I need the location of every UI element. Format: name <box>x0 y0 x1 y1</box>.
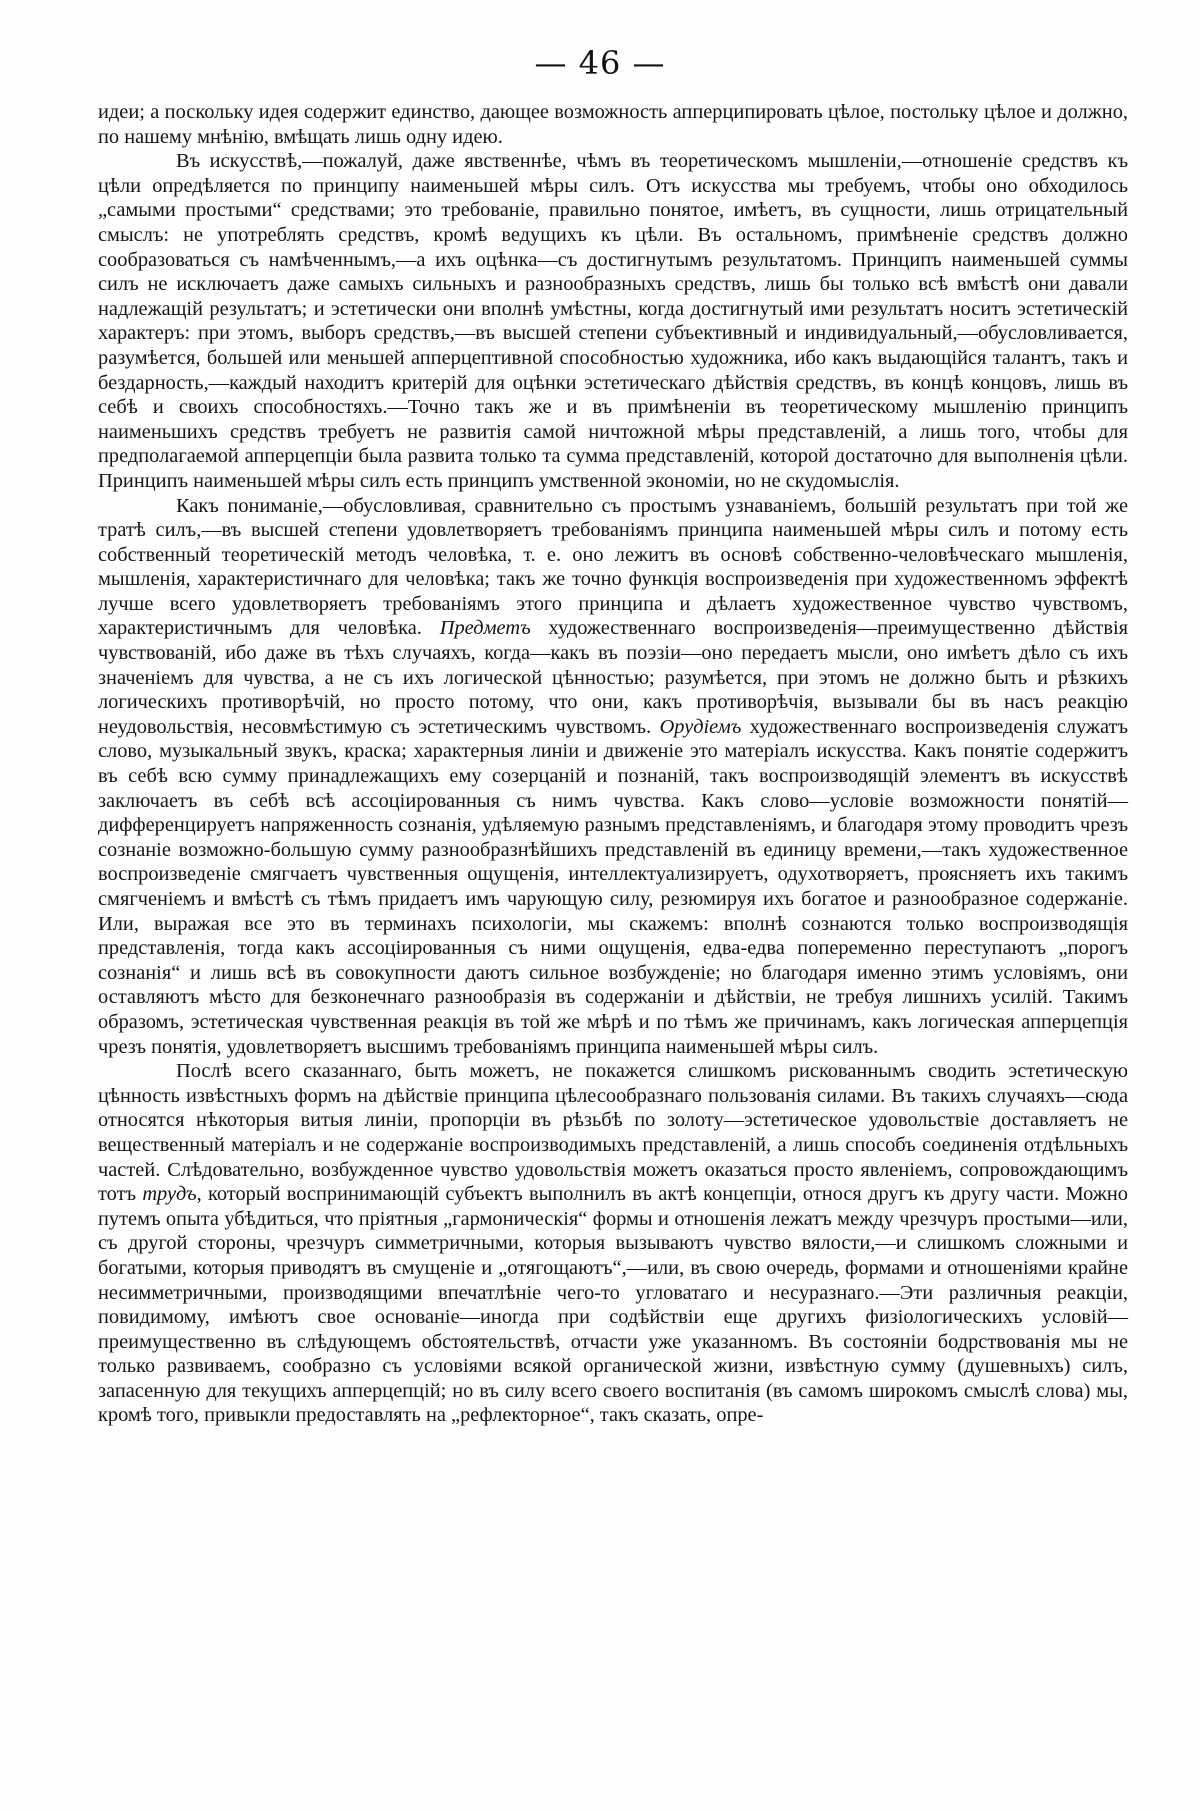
paragraph <box>98 100 1128 149</box>
text-segment: Въ искусствѣ,—пожалуй, даже явственнѣе, чѣмъ въ теоретическомъ мышленіи,—отношеніе средствъ къ цѣли опредѣляется по принципу наименьшей мѣры силъ. Отъ искусства мы требуемъ, чтобы оно обходилось „самыми простыми“ средствами; это требованіе, правильно понятое, имѣетъ, въ сущности, лишь отрицательный смыслъ: не употреблять средствъ, кромѣ ведущихъ къ цѣли. Въ остальномъ, примѣненіе средствъ должно сообразоваться съ намѣченнымъ,—а ихъ оцѣнка—съ достигнутымъ результатомъ. Принципъ наименьшей суммы силъ не исключаетъ даже самыхъ сильныхъ и разнообразныхъ средствъ, лишь бы только всѣ вмѣстѣ они давали надлежащій результатъ; и эстетически они вполнѣ умѣстны, когда достигнутый ими результатъ носитъ эстетическій характеръ: при этомъ, выборъ средствъ,—въ высшей степени субъективный и индивидуальный,—обусловливается, разумѣется, большей или меньшей апперцептивной способностью художника, ибо какъ выдающійся талантъ, такъ и бездарность,—каждый находитъ критерій для оцѣнки эстетическаго дѣйствія средствъ, въ концѣ концовъ, лишь въ себѣ и своихъ способностяхъ.—Точно такъ же и въ примѣненіи въ теоретическому мышленію принципъ наименьшихъ средствъ требуетъ не развитія самой ничтожной мѣры представленій, а лишь того, чтобы для предполагаемой апперцепціи была развита только та сумма представленій, которой достаточно для выполненія цѣли. Принципъ наименьшей мѣры силъ есть принципъ умственной экономіи, но не скудомыслія. <box>98 150 1128 492</box>
paragraph <box>98 149 1128 493</box>
italic-term: трудъ <box>142 1183 197 1206</box>
text-segment: , который воспринимающій субъектъ выполнилъ въ актѣ концепціи, относя другъ къ другу части. Можно путемъ опыта убѣдиться, что пріятныя „гармоническія“ формы и отношенія лежатъ между чрезчуръ простыми—или, съ другой стороны, чрезчуръ симметричными, которыя вызываютъ чувство вялости,—и слишкомъ сложными и богатыми, которыя приводятъ въ смущеніе и „отягощаютъ“,—или, въ свою очередь, формами и отношеніями крайне несимметричными, производящими впечатлѣніе чего-то угловатаго и несуразнаго.—Эти различныя реакціи, повидимому, имѣютъ свое основаніе—иногда при содѣйствіи еще другихъ физіологическихъ условій—преимущественно въ слѣдующемъ обстоятельствѣ, отчасти уже указанномъ. Въ состояніи бодрствованія мы не только развиваемъ, сообразно съ условіями всякой органической жизни, извѣстную сумму (душевныхъ) силъ, запасенную для текущихъ апперцепцій; но въ силу всего своего воспитанія (въ самомъ широкомъ смыслѣ слова) мы, кромѣ того, привыкли предоставлять на „рефлекторное“, такъ сказать, опре- <box>98 1183 1128 1427</box>
text-segment: идеи; а поскольку идея содержит единство, дающее возможность апперципировать цѣлое, постольку цѣлое и должно, по нашему мнѣнію, вмѣщать лишь одну идею. <box>98 101 1128 148</box>
page-number: — 46 — <box>534 44 666 82</box>
text-segment: Какъ пониманіе,—обусловливая, сравнительно съ простымъ узнаваніемъ, большій результатъ при той же тратѣ силъ,—въ высшей степени удовлетворяетъ требованіямъ принципа наименьшей мѣры силъ и потому есть собственный теоретическій методъ человѣка, т. е. оно лежитъ въ основѣ собственно-человѣческаго мышленія, мышленія, характеристичнаго для человѣка; такъ же точно функція воспроизведенія при художественномъ эффектѣ лучше всего удовлетворяетъ требованіямъ этого принципа и дѣлаетъ художественное чувство чувствомъ, характеристичнымъ для человѣка. <box>98 494 1128 640</box>
text-segment: художественнаго воспроизведенія служатъ слово, музыкальный звукъ, краска; характерныя линіи и движеніе это матеріалъ искусства. Какъ понятіе содержитъ въ себѣ всю сумму принадлежащихъ ему созерцаній и познаній, такъ воспроизводящій элементъ въ искусствѣ заключаетъ въ себѣ всѣ ассоціированныя съ нимъ чувства. Какъ слово—условіе возможности понятій—дифференцируетъ напряженность сознанія, удѣляемую разнымъ представленіямъ, и благодаря этому проводитъ чрезъ сознаніе возможно-большую сумму разнообразнѣйшихъ представленій въ единицу времени,—такъ художественное воспроизведеніе смягчаетъ чувственныя ощущенія, интеллектуализируетъ, одухотворяетъ, проясняетъ ихъ такимъ смягченіемъ и вмѣстѣ съ тѣмъ придаетъ имъ чарующую силу, резюмируя ихъ богатое и разнообразное содержаніе. Или, выражая все это въ терминахъ психологіи, мы скажемъ: вполнѣ сознаются только воспроизводящія представленія, тогда какъ ассоціированныя съ ними ощущенія, едва-едва попеременно переступаютъ „порогъ сознанія“ и лишь всѣ въ совокупности даютъ сильное возбужденіе; но благодаря именно этимъ условіямъ, они оставляютъ мѣсто для безконечнаго разнообразія въ содержаніи и дѣйствіи, не требуя лишнихъ усилій. Такимъ образомъ, эстетическая чувственная реакція въ той же мѣрѣ и по тѣмъ же причинамъ, какъ логическая апперцепція чрезъ понятія, удовлетворяетъ высшимъ требованіямъ принципа наименьшей мѣры силъ. <box>98 715 1128 1058</box>
body-text <box>98 100 1128 1428</box>
text-segment: художественнаго воспроизведенія—преимущественно дѣйствія чувствованій, ибо даже въ тѣхъ случаяхъ, когда—какъ въ поэзіи—оно передаетъ мысли, оно имѣетъ дѣло съ ихъ значеніемъ для чувства, а не съ ихъ логической цѣнностью; разумѣется, при этомъ не должно быть и рѣзкихъ логическихъ противорѣчій, но просто потому, что они, какъ противорѣчія, вызывали бы въ насъ реакцію неудовольствія, несовмѣстимую съ эстетическимъ чувствомъ. <box>98 617 1128 738</box>
paragraph <box>98 1059 1128 1428</box>
paragraph <box>98 494 1128 1060</box>
italic-term: Орудіемъ <box>659 715 742 738</box>
italic-term: Предметъ <box>439 617 531 640</box>
text-segment: Послѣ всего сказаннаго, быть можетъ, не покажется слишкомъ рискованнымъ сводить эстетическую цѣнность извѣстныхъ формъ на дѣйствіе принципа цѣлесообразнаго пользованія силами. Въ такихъ случаяхъ—сюда относятся нѣкоторыя витыя линіи, пропорціи въ рѣзьбѣ по золоту—эстетическое удовольствіе доставляетъ не вещественный матеріалъ и не содержаніе воспроизводимыхъ представленій, а лишь способъ соединенія отдѣльныхъ частей. Слѣдовательно, возбужденное чувство удовольствія можетъ оказаться просто явленіемъ, сопровождающимъ тотъ <box>98 1060 1128 1206</box>
